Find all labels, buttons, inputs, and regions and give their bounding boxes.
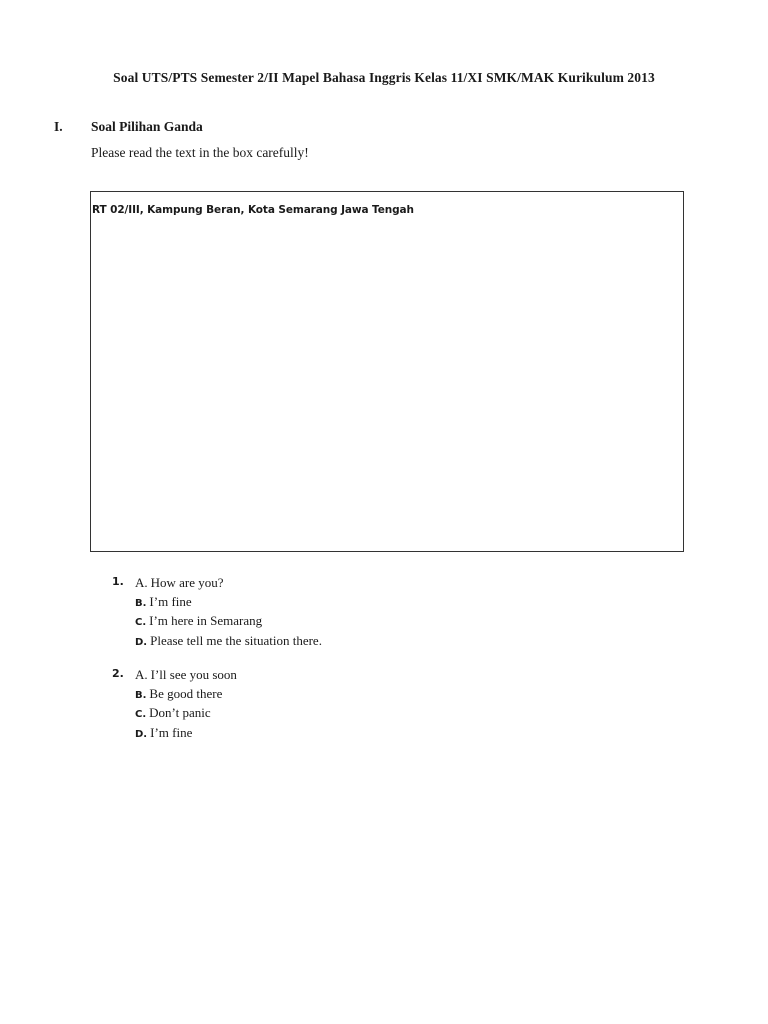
option-letter: C. [135, 709, 147, 720]
address-line: RT 02/III, Kampung Beran, Kota Semarang Jawa Tengah [92, 204, 414, 216]
option-text: Please tell me the situation there. [150, 633, 322, 648]
option-d[interactable] [135, 633, 322, 649]
option-text: Don’t panic [149, 705, 211, 720]
option-d[interactable] [135, 725, 192, 741]
option-c[interactable] [135, 613, 262, 629]
option-letter: D. [135, 637, 148, 648]
instruction-text: Please read the text in the box carefully! [91, 145, 309, 160]
option-text: I’m fine [149, 594, 192, 609]
option-b[interactable] [135, 686, 222, 702]
option-a[interactable] [135, 575, 224, 591]
option-text: Be good there [149, 686, 223, 701]
option-letter: A. [135, 667, 148, 682]
option-letter: B. [135, 690, 147, 701]
option-letter: D. [135, 729, 148, 740]
reading-text-box [90, 191, 684, 552]
option-text: I’ll see you soon [150, 667, 237, 682]
option-b[interactable] [135, 594, 192, 610]
option-text: I’m here in Semarang [149, 613, 263, 628]
section-numeral: I. [54, 119, 63, 134]
option-letter: C. [135, 617, 147, 628]
section-heading: Soal Pilihan Ganda [91, 119, 203, 134]
question-number: 1. [112, 575, 124, 588]
document-title: Soal UTS/PTS Semester 2/II Mapel Bahasa Inggris Kelas 11/XI SMK/MAK Kurikulum 2013 [113, 70, 655, 85]
option-letter: A. [135, 575, 148, 590]
question-number: 2. [112, 667, 124, 680]
option-a[interactable] [135, 667, 237, 683]
option-letter: B. [135, 598, 147, 609]
option-text: I’m fine [150, 725, 193, 740]
option-c[interactable] [135, 705, 211, 721]
option-text: How are you? [150, 575, 224, 590]
